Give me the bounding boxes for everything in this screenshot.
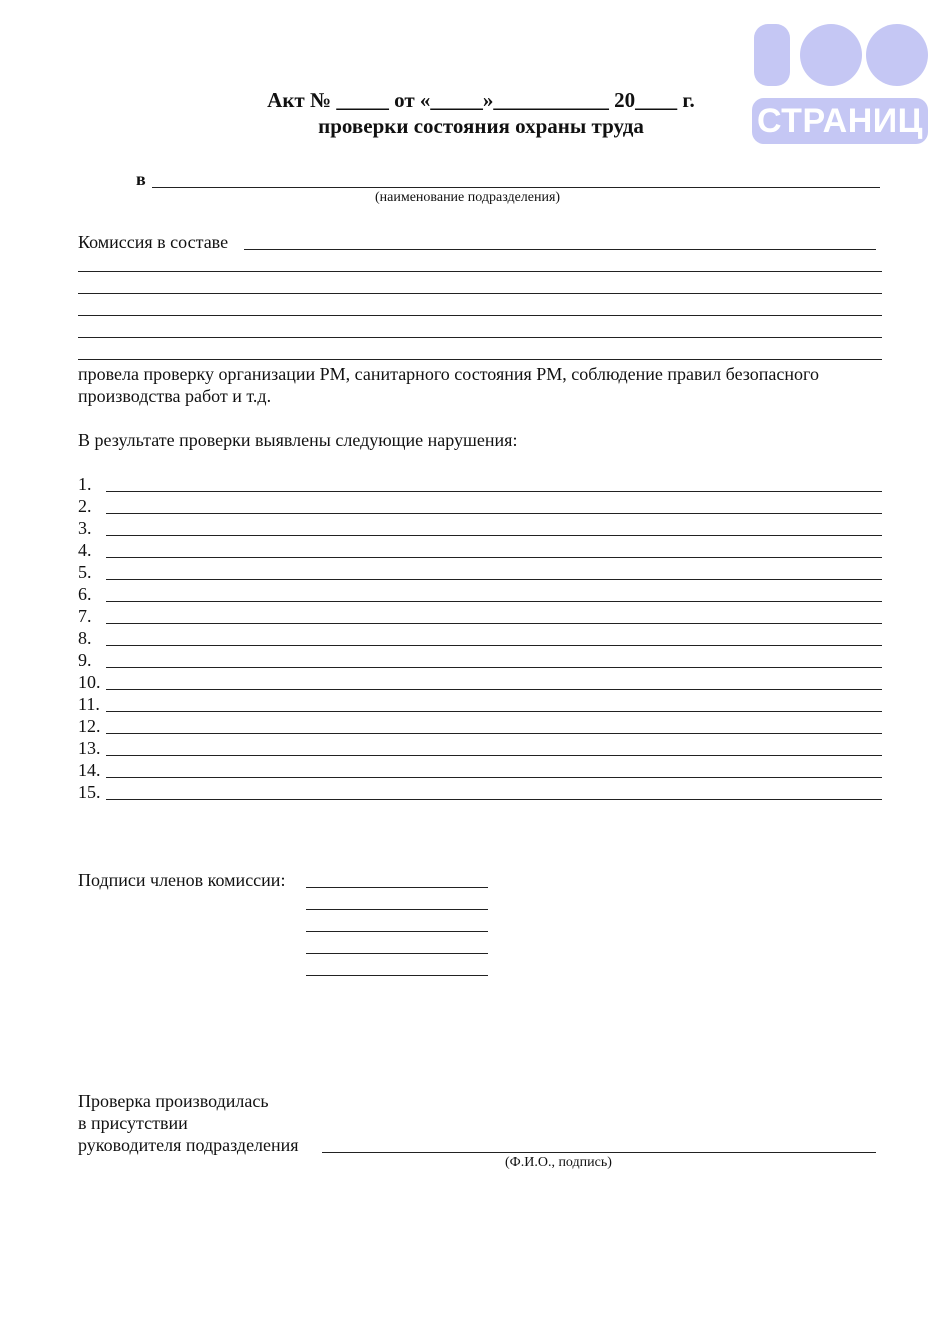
violation-line[interactable] xyxy=(106,579,882,580)
violation-line[interactable] xyxy=(106,667,882,668)
violation-number: 7. xyxy=(78,606,92,626)
violation-number: 5. xyxy=(78,562,92,582)
signature-line[interactable] xyxy=(306,953,488,954)
violation-number: 3. xyxy=(78,518,92,538)
violation-line[interactable] xyxy=(106,733,882,734)
presence-text: Проверка производилась xyxy=(78,1091,269,1111)
signature-line[interactable] xyxy=(306,931,488,932)
violation-line[interactable] xyxy=(106,535,882,536)
manager-signature-line[interactable] xyxy=(322,1152,876,1153)
violation-line[interactable] xyxy=(106,601,882,602)
signature-line[interactable] xyxy=(306,975,488,976)
signature-line[interactable] xyxy=(306,887,488,888)
violation-line[interactable] xyxy=(106,689,882,690)
commission-line[interactable] xyxy=(78,271,882,272)
dept-name-line[interactable] xyxy=(152,187,880,188)
violation-line[interactable] xyxy=(106,557,882,558)
dept-prefix: в xyxy=(136,169,146,189)
violation-number: 14. xyxy=(78,760,101,780)
act-title: Акт № _____ от «_____»___________ 20____ г. xyxy=(267,88,695,112)
violation-line[interactable] xyxy=(106,755,882,756)
act-subtitle: проверки состояния охраны труда xyxy=(318,114,644,138)
violation-number: 6. xyxy=(78,584,92,604)
violation-number: 11. xyxy=(78,694,100,714)
violation-line[interactable] xyxy=(106,777,882,778)
violations-heading: В результате проверки выявлены следующие нарушения: xyxy=(78,430,518,450)
violation-number: 12. xyxy=(78,716,101,736)
violation-line[interactable] xyxy=(106,645,882,646)
logo-digit-zero xyxy=(866,24,928,86)
violation-line[interactable] xyxy=(106,513,882,514)
signature-line[interactable] xyxy=(306,909,488,910)
presence-text: руководителя подразделения xyxy=(78,1135,299,1155)
violation-number: 1. xyxy=(78,474,92,494)
logo-text: СТРАНИЦ xyxy=(752,98,928,144)
violation-number: 8. xyxy=(78,628,92,648)
logo-digit-zero xyxy=(800,24,862,86)
violation-number: 15. xyxy=(78,782,101,802)
violation-number: 4. xyxy=(78,540,92,560)
violation-number: 2. xyxy=(78,496,92,516)
logo-digit-one xyxy=(754,24,790,86)
signatures-label: Подписи членов комиссии: xyxy=(78,870,286,890)
violation-line[interactable] xyxy=(106,799,882,800)
violation-line[interactable] xyxy=(106,623,882,624)
violation-number: 13. xyxy=(78,738,101,758)
dept-caption: (наименование подразделения) xyxy=(375,190,561,205)
commission-label: Комиссия в составе xyxy=(78,232,229,252)
inspection-description: провела проверку организации РМ, санитарного состояния РМ, соблюдение правил безопасного xyxy=(78,364,819,384)
commission-line[interactable] xyxy=(244,249,876,250)
violation-number: 9. xyxy=(78,650,92,670)
violation-line[interactable] xyxy=(106,711,882,712)
commission-line[interactable] xyxy=(78,359,882,360)
inspection-description-cont: производства работ и т.д. xyxy=(78,386,272,406)
manager-caption: (Ф.И.О., подпись) xyxy=(505,1155,612,1170)
commission-line[interactable] xyxy=(78,293,882,294)
commission-line[interactable] xyxy=(78,315,882,316)
commission-line[interactable] xyxy=(78,337,882,338)
presence-text: в присутствии xyxy=(78,1113,188,1133)
violation-number: 10. xyxy=(78,672,101,692)
violation-line[interactable] xyxy=(106,491,882,492)
